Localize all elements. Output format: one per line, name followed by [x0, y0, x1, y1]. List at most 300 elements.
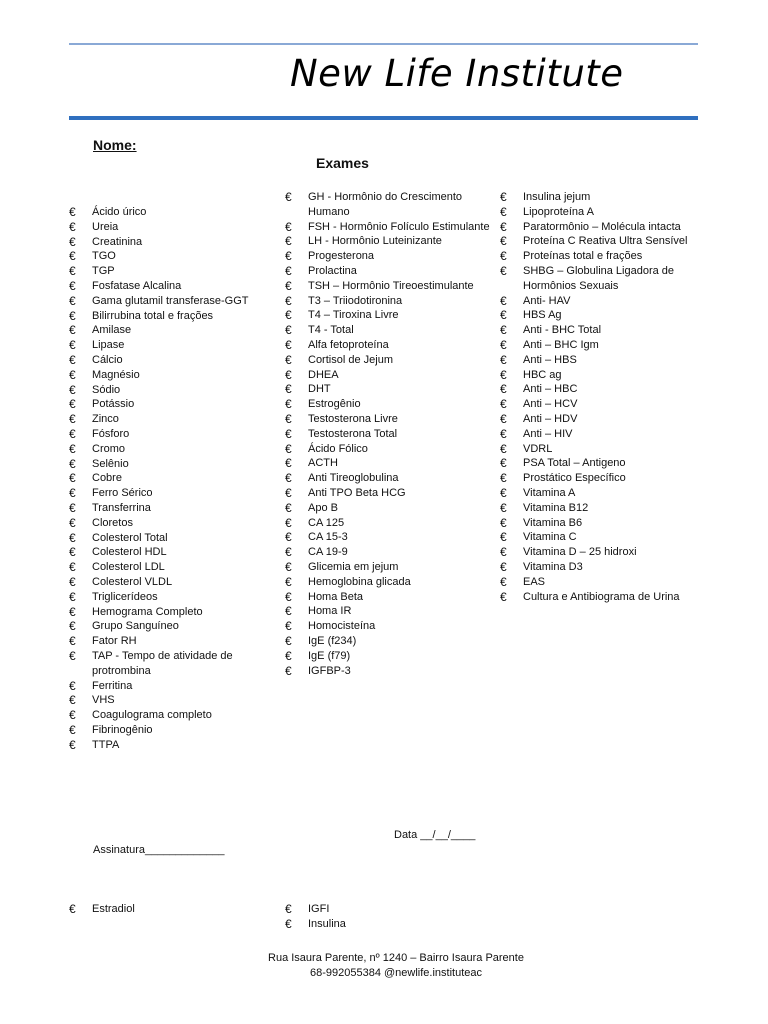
exam-item: [285, 590, 490, 605]
exam-item-label: Anti – HIV: [523, 427, 573, 440]
euro-bullet-icon: €: [500, 234, 507, 249]
exam-item-label: GH - Hormônio do Crescimento Humano: [308, 191, 463, 218]
exam-item-label: Gama glutamil transferase-GGT: [92, 294, 249, 307]
exam-item-label: VDRL: [523, 442, 553, 455]
exam-item-label: Apo B: [308, 501, 338, 514]
exam-item: [500, 471, 715, 486]
euro-bullet-icon: €: [285, 249, 292, 264]
exam-item-label: CA 15-3: [308, 531, 348, 544]
exam-item: [285, 545, 490, 560]
exam-item-label: Estradiol: [92, 903, 135, 915]
euro-bullet-icon: €: [69, 722, 76, 737]
euro-bullet-icon: €: [285, 633, 292, 648]
euro-bullet-icon: €: [69, 693, 76, 708]
euro-bullet-icon: €: [500, 293, 507, 308]
euro-bullet-icon: €: [69, 515, 76, 530]
euro-bullet-icon: €: [500, 204, 507, 219]
exam-item: [500, 442, 715, 457]
exam-item-label: EAS: [523, 575, 546, 588]
exam-item: [69, 368, 269, 383]
euro-bullet-icon: €: [500, 559, 507, 574]
footer-address: Rua Isaura Parente, nº 1240 – Bairro Isaura Parente: [268, 952, 524, 964]
exam-item: [69, 427, 269, 442]
exam-item-label: Fator RH: [92, 635, 137, 648]
euro-bullet-icon: €: [69, 634, 76, 649]
exam-item: [69, 531, 269, 546]
exam-item: [285, 264, 490, 279]
euro-bullet-icon: €: [69, 308, 76, 323]
exam-item: [500, 264, 715, 294]
euro-bullet-icon: €: [69, 471, 76, 486]
exam-item: [69, 249, 269, 264]
exam-item: [285, 649, 490, 664]
euro-bullet-icon: €: [285, 278, 292, 293]
exam-item: [69, 516, 269, 531]
euro-bullet-icon: €: [285, 648, 292, 663]
exam-column-2: [285, 190, 490, 678]
euro-bullet-icon: €: [500, 426, 507, 441]
exam-item-label: Cobre: [92, 472, 122, 485]
exam-item: [285, 382, 490, 397]
exam-item: [500, 220, 715, 235]
header-rule-thick: [69, 116, 698, 120]
exam-item-label: Anti – BHC Igm: [523, 338, 599, 351]
name-label: Nome:: [93, 137, 137, 153]
exam-item-label: Anti - BHC Total: [523, 324, 602, 337]
exam-item: [69, 902, 135, 917]
exam-item: [69, 590, 269, 605]
exam-item-label: Proteínas total e frações: [523, 250, 643, 263]
exam-item: [500, 486, 715, 501]
euro-bullet-icon: €: [69, 902, 76, 916]
euro-bullet-icon: €: [285, 411, 292, 426]
exam-item: [285, 442, 490, 457]
euro-bullet-icon: €: [69, 708, 76, 723]
exam-item-label: Homocisteína: [308, 620, 376, 633]
euro-bullet-icon: €: [285, 916, 292, 931]
euro-bullet-icon: €: [500, 411, 507, 426]
euro-bullet-icon: €: [500, 337, 507, 352]
euro-bullet-icon: €: [69, 500, 76, 515]
exam-item-label: Lipoproteína A: [523, 205, 594, 218]
euro-bullet-icon: €: [500, 530, 507, 545]
exam-item-label: Fibrinogênio: [92, 723, 153, 736]
exam-item-label: Colesterol HDL: [92, 546, 167, 559]
exam-item-label: CA 125: [308, 516, 345, 529]
euro-bullet-icon: €: [500, 397, 507, 412]
euro-bullet-icon: €: [285, 604, 292, 619]
exam-item-label: Vitamina D3: [523, 560, 583, 573]
exam-item: [69, 309, 269, 324]
euro-bullet-icon: €: [69, 648, 76, 663]
exam-item: [500, 234, 715, 249]
exam-item: [69, 545, 269, 560]
euro-bullet-icon: €: [69, 560, 76, 575]
exam-item-label: TAP - Tempo de atividade de protrombina: [92, 649, 233, 677]
euro-bullet-icon: €: [500, 323, 507, 338]
exam-item-label: Vitamina D – 25 hidroxi: [523, 546, 637, 559]
exam-item: [500, 456, 715, 471]
exam-item: [69, 397, 269, 412]
euro-bullet-icon: €: [285, 219, 292, 234]
exam-item-label: Anti – HBC: [523, 383, 578, 396]
euro-bullet-icon: €: [69, 486, 76, 501]
exam-item: [69, 486, 269, 501]
euro-bullet-icon: €: [69, 456, 76, 471]
exam-item-label: Anti Tireoglobulina: [308, 472, 399, 485]
euro-bullet-icon: €: [285, 902, 292, 916]
exam-item: [500, 205, 715, 220]
euro-bullet-icon: €: [69, 249, 76, 264]
exam-item: [500, 323, 715, 338]
exam-item: [285, 501, 490, 516]
euro-bullet-icon: €: [500, 308, 507, 323]
exam-item: [500, 368, 715, 383]
exam-item: [500, 382, 715, 397]
exam-item: [69, 575, 269, 590]
exam-item-label: IgE (f234): [308, 634, 357, 647]
exam-item-label: Ferritina: [92, 679, 133, 692]
page-title: New Life Institute: [290, 52, 624, 95]
exam-item-label: T4 - Total: [308, 324, 354, 337]
euro-bullet-icon: €: [69, 441, 76, 456]
exam-item-label: Paratormônio – Molécula intacta: [523, 220, 681, 233]
exam-item: [69, 205, 269, 220]
exam-item: [285, 560, 490, 575]
euro-bullet-icon: €: [69, 367, 76, 382]
exam-item-label: Proteína C Reativa Ultra Sensível: [523, 235, 688, 248]
euro-bullet-icon: €: [285, 190, 292, 204]
euro-bullet-icon: €: [285, 619, 292, 634]
exam-item: [500, 294, 715, 309]
exam-item: [500, 516, 715, 531]
exam-item: [69, 412, 269, 427]
exam-item-label: T3 – Triiodotironina: [308, 294, 403, 307]
exam-column-1: [69, 205, 269, 752]
euro-bullet-icon: €: [69, 352, 76, 367]
exam-item-label: Fosfatase Alcalina: [92, 279, 182, 292]
footer-contact: 68-992055384 @newlife.instituteac: [309, 967, 482, 979]
exam-item-label: Estrogênio: [308, 398, 361, 411]
euro-bullet-icon: €: [285, 559, 292, 574]
exam-item: [285, 456, 490, 471]
exam-item: [285, 412, 490, 427]
exam-item-label: Prolactina: [308, 264, 357, 277]
exam-item-label: TGP: [92, 265, 115, 278]
exam-item: [285, 220, 490, 235]
exam-item: [500, 501, 715, 516]
exam-item: [500, 545, 715, 560]
exam-item: [69, 649, 269, 679]
euro-bullet-icon: €: [285, 589, 292, 604]
exam-item-label: Vitamina B12: [523, 501, 589, 514]
euro-bullet-icon: €: [500, 219, 507, 234]
exam-item: [69, 264, 269, 279]
exam-item-label: Homa IR: [308, 605, 352, 618]
exam-item-label: Colesterol LDL: [92, 561, 165, 574]
exam-item-label: Homa Beta: [308, 590, 364, 603]
euro-bullet-icon: €: [500, 190, 507, 204]
exam-item: [69, 353, 269, 368]
exam-column-3: [500, 190, 715, 604]
exam-item-label: Cloretos: [92, 516, 133, 529]
exam-item-label: LH - Hormônio Luteinizante: [308, 235, 442, 248]
exam-item-label: Vitamina A: [523, 486, 576, 499]
exam-item: [69, 619, 269, 634]
euro-bullet-icon: €: [500, 367, 507, 382]
exam-item-label: Fósforo: [92, 427, 130, 440]
exam-item-label: IGFBP-3: [308, 664, 351, 677]
euro-bullet-icon: €: [69, 574, 76, 589]
exam-item-label: HBC ag: [523, 368, 562, 381]
exam-item: [285, 427, 490, 442]
euro-bullet-icon: €: [500, 545, 507, 560]
exam-item: [500, 427, 715, 442]
exam-item-label: FSH - Hormônio Folículo Estimulante: [308, 220, 490, 233]
exam-item: [285, 486, 490, 501]
exam-item-label: Sódio: [92, 383, 121, 396]
exam-item-label: Glicemia em jejum: [308, 560, 399, 573]
exam-item-label: Anti – HDV: [523, 412, 578, 425]
exam-item: [69, 560, 269, 575]
euro-bullet-icon: €: [285, 397, 292, 412]
euro-bullet-icon: €: [285, 515, 292, 530]
exam-item-label: IGFI: [308, 903, 330, 915]
euro-bullet-icon: €: [285, 663, 292, 678]
exam-item-label: Vitamina B6: [523, 516, 583, 529]
exam-item-label: Amilase: [92, 324, 132, 337]
euro-bullet-icon: €: [69, 678, 76, 693]
exam-item-label: Lipase: [92, 339, 125, 352]
exam-item: [285, 634, 490, 649]
euro-bullet-icon: €: [500, 456, 507, 471]
exam-item-label: VHS: [92, 694, 115, 707]
exam-item-label: Progesterona: [308, 250, 375, 263]
section-title: Exames: [316, 155, 369, 171]
bottom-list-left: [69, 902, 135, 917]
exam-item: [285, 397, 490, 412]
exam-item-label: Colesterol VLDL: [92, 575, 173, 588]
euro-bullet-icon: €: [285, 441, 292, 456]
exam-item-label: DHT: [308, 383, 331, 396]
exam-item: [69, 471, 269, 486]
exam-item-label: Colesterol Total: [92, 531, 168, 544]
exam-item-label: Bilirrubina total e frações: [92, 309, 214, 322]
euro-bullet-icon: €: [285, 530, 292, 545]
exam-item: [500, 590, 715, 605]
exam-item: [285, 308, 490, 323]
exam-item-label: HBS Ag: [523, 309, 562, 322]
exam-item: [69, 279, 269, 294]
exam-item: [285, 234, 490, 249]
exam-item: [69, 738, 269, 753]
signature-line: Assinatura_____________: [93, 844, 225, 856]
exam-item: [500, 412, 715, 427]
exam-item: [69, 323, 269, 338]
exam-item-label: Cálcio: [92, 353, 123, 366]
euro-bullet-icon: €: [285, 456, 292, 471]
exam-item: [500, 353, 715, 368]
euro-bullet-icon: €: [69, 264, 76, 279]
exam-item: [500, 308, 715, 323]
header-rule-top: [69, 43, 698, 45]
euro-bullet-icon: €: [285, 485, 292, 500]
euro-bullet-icon: €: [285, 308, 292, 323]
exam-item: [285, 294, 490, 309]
exam-item-label: Cromo: [92, 442, 126, 455]
euro-bullet-icon: €: [69, 737, 76, 752]
exam-item-label: T4 – Tiroxina Livre: [308, 309, 399, 322]
exam-item-label: Testosterona Total: [308, 427, 398, 440]
euro-bullet-icon: €: [69, 205, 76, 219]
bottom-list-right: [285, 902, 346, 932]
euro-bullet-icon: €: [500, 589, 507, 604]
exam-item: [285, 338, 490, 353]
exam-item-label: SHBG – Globulina Ligadora de Hormônios Sexuais: [523, 264, 675, 292]
exam-item: [500, 249, 715, 264]
exam-item-label: Testosterona Livre: [308, 412, 398, 425]
exam-item: [285, 902, 346, 917]
euro-bullet-icon: €: [500, 574, 507, 589]
exam-item-label: Cultura e Antibiograma de Urina: [523, 590, 680, 603]
exam-item: [285, 619, 490, 634]
exam-item: [69, 605, 269, 620]
exam-item: [69, 383, 269, 398]
euro-bullet-icon: €: [285, 234, 292, 249]
exam-item-label: Hemograma Completo: [92, 605, 203, 618]
exam-item: [69, 457, 269, 472]
exam-item: [69, 235, 269, 250]
euro-bullet-icon: €: [69, 219, 76, 234]
euro-bullet-icon: €: [285, 337, 292, 352]
euro-bullet-icon: €: [500, 500, 507, 515]
exam-item: [69, 338, 269, 353]
euro-bullet-icon: €: [285, 367, 292, 382]
euro-bullet-icon: €: [69, 589, 76, 604]
exam-item: [285, 604, 490, 619]
euro-bullet-icon: €: [285, 545, 292, 560]
exam-item: [69, 220, 269, 235]
euro-bullet-icon: €: [285, 293, 292, 308]
exam-item: [285, 575, 490, 590]
exam-item: [285, 323, 490, 338]
exam-item-label: Zinco: [92, 413, 119, 426]
euro-bullet-icon: €: [69, 530, 76, 545]
exam-item-label: Ácido úrico: [92, 206, 147, 218]
exam-item-label: Selênio: [92, 457, 129, 470]
euro-bullet-icon: €: [285, 500, 292, 515]
exam-item: [500, 338, 715, 353]
exam-item: [69, 442, 269, 457]
exam-item-label: TSH – Hormônio Tireoestimulante: [308, 279, 474, 292]
exam-item: [69, 693, 269, 708]
exam-item-label: IgE (f79): [308, 649, 351, 662]
exam-item: [500, 575, 715, 590]
exam-item: [500, 190, 715, 205]
exam-item-label: Grupo Sanguíneo: [92, 620, 179, 633]
footer: [0, 951, 768, 981]
euro-bullet-icon: €: [285, 426, 292, 441]
exam-item-label: Anti – HBS: [523, 353, 577, 366]
euro-bullet-icon: €: [500, 382, 507, 397]
exam-item: [285, 516, 490, 531]
exam-item: [285, 664, 490, 679]
exam-item: [285, 279, 490, 294]
exam-item: [285, 530, 490, 545]
exam-item: [69, 634, 269, 649]
euro-bullet-icon: €: [69, 426, 76, 441]
euro-bullet-icon: €: [285, 382, 292, 397]
exam-item: [285, 368, 490, 383]
exam-item: [500, 397, 715, 412]
exam-item-label: Ureia: [92, 220, 119, 233]
exam-item-label: Ferro Sérico: [92, 487, 153, 500]
exam-item: [500, 560, 715, 575]
exam-item: [69, 679, 269, 694]
exam-item-label: Anti TPO Beta HCG: [308, 486, 406, 499]
exam-item-label: Creatinina: [92, 235, 143, 248]
exam-item: [285, 249, 490, 264]
exam-item: [285, 353, 490, 368]
exam-item-label: Hemoglobina glicada: [308, 575, 411, 588]
date-line: Data __/__/____: [394, 829, 476, 841]
euro-bullet-icon: €: [285, 323, 292, 338]
exam-item-label: PSA Total – Antigeno: [523, 457, 626, 470]
euro-bullet-icon: €: [285, 263, 292, 278]
euro-bullet-icon: €: [69, 234, 76, 249]
exam-item-label: Magnésio: [92, 368, 140, 381]
exam-item-label: DHEA: [308, 368, 339, 381]
exam-item: [285, 917, 346, 932]
exam-item: [69, 501, 269, 516]
exam-item-label: Insulina: [308, 917, 346, 930]
exam-item-label: TTPA: [92, 738, 120, 751]
euro-bullet-icon: €: [500, 471, 507, 486]
exam-item-label: Triglicerídeos: [92, 590, 158, 603]
euro-bullet-icon: €: [69, 397, 76, 412]
exam-item-label: Coagulograma completo: [92, 709, 212, 722]
euro-bullet-icon: €: [500, 263, 507, 278]
euro-bullet-icon: €: [69, 278, 76, 293]
exam-item-label: Prostático Específico: [523, 472, 626, 485]
exam-item: [69, 294, 269, 309]
exam-item: [500, 530, 715, 545]
euro-bullet-icon: €: [69, 619, 76, 634]
exam-item-label: Vitamina C: [523, 531, 577, 544]
exam-item: [285, 190, 490, 220]
euro-bullet-icon: €: [69, 382, 76, 397]
exam-item: [69, 708, 269, 723]
exam-item-label: Potássio: [92, 398, 135, 411]
euro-bullet-icon: €: [500, 352, 507, 367]
euro-bullet-icon: €: [69, 412, 76, 427]
exam-item-label: TGO: [92, 250, 116, 263]
euro-bullet-icon: €: [69, 545, 76, 560]
euro-bullet-icon: €: [500, 515, 507, 530]
euro-bullet-icon: €: [69, 293, 76, 308]
exam-item: [69, 723, 269, 738]
euro-bullet-icon: €: [500, 485, 507, 500]
euro-bullet-icon: €: [500, 441, 507, 456]
exam-item: [285, 471, 490, 486]
euro-bullet-icon: €: [69, 604, 76, 619]
euro-bullet-icon: €: [69, 338, 76, 353]
euro-bullet-icon: €: [69, 323, 76, 338]
exam-item-label: Ácido Fólico: [308, 442, 368, 455]
euro-bullet-icon: €: [285, 352, 292, 367]
exam-item-label: Transferrina: [92, 501, 151, 514]
euro-bullet-icon: €: [500, 249, 507, 264]
